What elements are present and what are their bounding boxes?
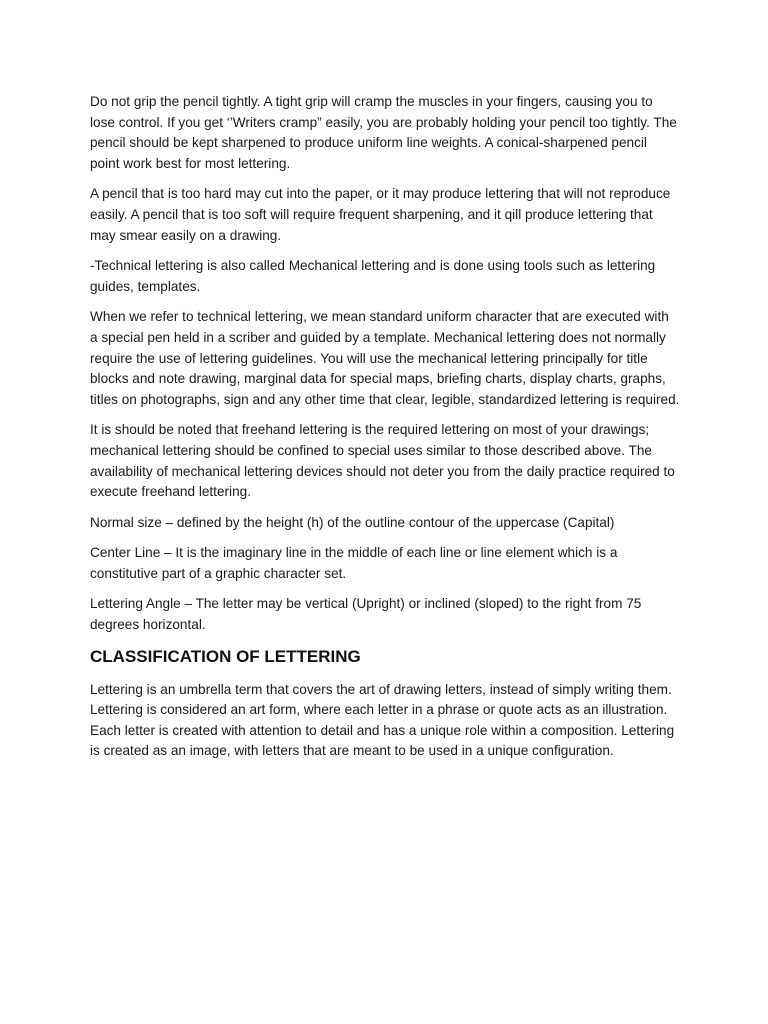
paragraph-classification: Lettering is an umbrella term that covers the art of drawing letters, instead of simply writing them. Lettering is considered an art form, where each letter in a phrase or quote acts as an illustration. Each letter is created with attention to detail and has a unique role within a composition. Lettering is created as an image, with letters that are meant to be used in a unique configuration. — [90, 681, 675, 759]
paragraph-lettering-angle: Lettering Angle – The letter may be vertical (Upright) or inclined (sloped) to the right from 75 degrees horizontal. — [90, 596, 642, 633]
section-heading: CLASSIFICATION OF LETTERING — [90, 646, 361, 666]
paragraph-pencil-hardness: A pencil that is too hard may cut into the paper, or it may produce lettering that will not reproduce easily. A pencil that is too soft will require frequent sharpening, and it qill produce lettering that may smear easily on a drawing. — [90, 186, 671, 243]
paragraph-center-line: Center Line – It is the imaginary line in the middle of each line or line element which is a constitutive part of a graphic character set. — [90, 545, 618, 581]
paragraph-normal-size: Normal size – defined by the height (h) of the outline contour of the uppercase (Capital) — [90, 514, 615, 530]
paragraph-mechanical-lettering: When we refer to technical lettering, we mean standard uniform character that are executed with a special pen held in a scriber and guided by a template. Mechanical lettering does not normally require the use of lettering guidelines. You will use the mechanical lettering principally for title blocks and note drawing, marginal data for special maps, briefing charts, display charts, graphs, titles on photographs, sign and any other time that clear, legible, standardized lettering is required. — [90, 309, 680, 407]
paragraph-pencil-grip: Do not grip the pencil tightly. A tight grip will cramp the muscles in your fingers, causing you to lose control. If you get ‘’Writers cramp” easily, you are probably holding your pencil too tightly. The pencil should be kept sharpened to produce uniform line weights. A conical-sharpened pencil point work best for most lettering. — [90, 94, 677, 171]
document-page — [90, 92, 680, 772]
paragraph-technical-lettering: -Technical lettering is also called Mechanical lettering and is done using tools such as lettering guides, templates. — [90, 258, 656, 294]
paragraph-freehand-lettering: It is should be noted that freehand lettering is the required lettering on most of your drawings; mechanical lettering should be confined to special uses similar to those described above. The availability of mechanical lettering devices should not deter you from the daily practice required to execute freehand lettering. — [90, 422, 675, 500]
